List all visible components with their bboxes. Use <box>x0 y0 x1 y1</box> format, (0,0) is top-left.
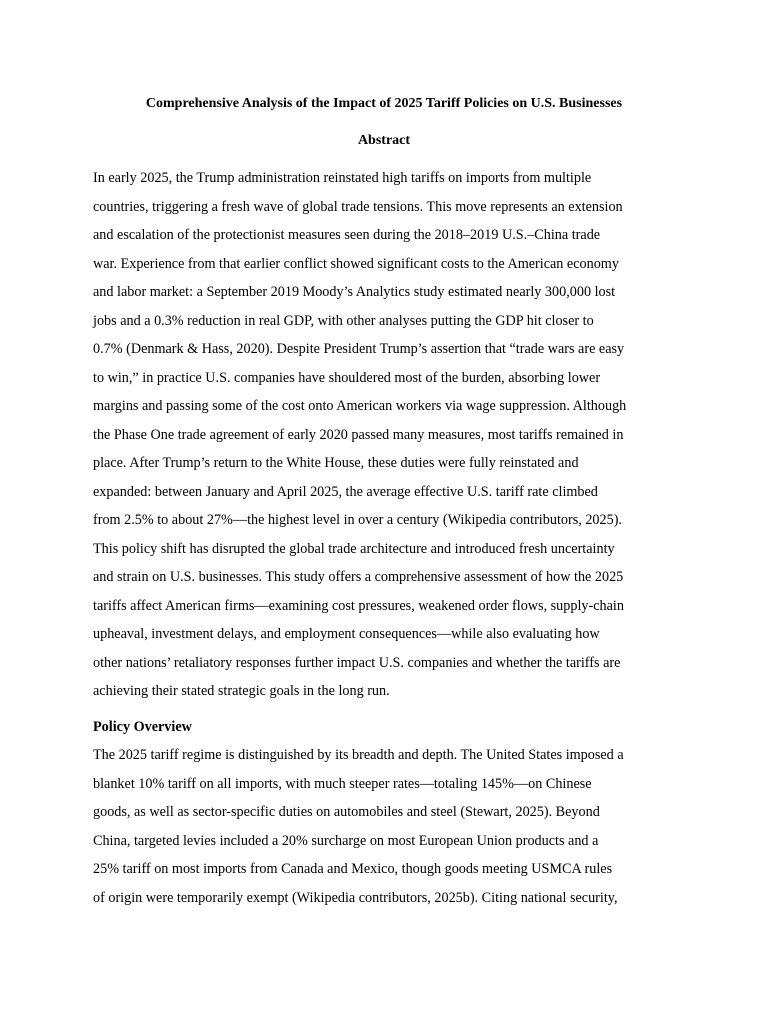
abstract-line: war. Experience from that earlier conflict showed significant costs to the American economy <box>93 255 619 272</box>
abstract-line: margins and passing some of the cost onto American workers via wage suppression. Although <box>93 398 627 414</box>
abstract-line: achieving their stated strategic goals in the long run. <box>93 683 390 699</box>
abstract-line: and strain on U.S. businesses. This study offers a comprehensive assessment of how the 2025 <box>93 569 624 585</box>
policy-line: The 2025 tariff regime is distinguished by its breadth and depth. The United States imposed a <box>93 747 624 763</box>
abstract-line: other nations’ retaliatory responses further impact U.S. companies and whether the tariffs are <box>93 654 621 671</box>
abstract-line: and labor market: a September 2019 Moody’s Analytics study estimated nearly 300,000 lost <box>93 284 616 300</box>
policy-line: blanket 10% tariff on all imports, with much steeper rates—totaling 145%—on Chinese <box>93 775 592 792</box>
abstract-line: and escalation of the protectionist measures seen during the 2018–2019 U.S.–China trade <box>93 227 601 243</box>
policy-line: goods, as well as sector-specific duties on automobiles and steel (Stewart, 2025). Beyond <box>93 804 600 820</box>
document-title: Comprehensive Analysis of the Impact of 2025 Tariff Policies on U.S. Businesses <box>145 96 623 111</box>
policy-line: 25% tariff on most imports from Canada and Mexico, though goods meeting USMCA rules <box>93 861 613 877</box>
abstract-line: place. After Trump’s return to the White House, these duties were fully reinstated and <box>93 455 579 471</box>
abstract-line: tariffs affect American firms—examining cost pressures, weakened order flows, supply-chain <box>93 597 624 614</box>
abstract-heading: Abstract <box>357 133 411 148</box>
abstract-line: In early 2025, the Trump administration reinstated high tariffs on imports from multiple <box>93 170 592 186</box>
abstract-line: to win,” in practice U.S. companies have shouldered most of the burden, absorbing lower <box>93 369 601 386</box>
abstract-paragraph <box>93 164 683 706</box>
abstract-line: from 2.5% to about 27%—the highest level in over a century (Wikipedia contributors, 2025). <box>93 512 622 528</box>
abstract-line: countries, triggering a fresh wave of global trade tensions. This move represents an extension <box>93 198 623 215</box>
abstract-line: upheaval, investment delays, and employment consequences—while also evaluating how <box>93 626 600 642</box>
policy-line: China, targeted levies included a 20% surcharge on most European Union products and a <box>93 832 599 849</box>
policy-line: of origin were temporarily exempt (Wikipedia contributors, 2025b). Citing national security, <box>93 889 618 906</box>
abstract-line: This policy shift has disrupted the global trade architecture and introduced fresh uncertainty <box>93 540 615 557</box>
abstract-line: expanded: between January and April 2025, the average effective U.S. tariff rate climbed <box>93 483 598 500</box>
policy-overview-paragraph <box>93 741 683 912</box>
abstract-line: the Phase One trade agreement of early 2020 passed many measures, most tariffs remained in <box>93 426 624 443</box>
policy-overview-heading: Policy Overview <box>93 719 192 735</box>
abstract-line: 0.7% (Denmark & Hass, 2020). Despite President Trump’s assertion that “trade wars are easy <box>93 341 625 357</box>
abstract-line: jobs and a 0.3% reduction in real GDP, with other analyses putting the GDP hit closer to <box>93 312 594 329</box>
